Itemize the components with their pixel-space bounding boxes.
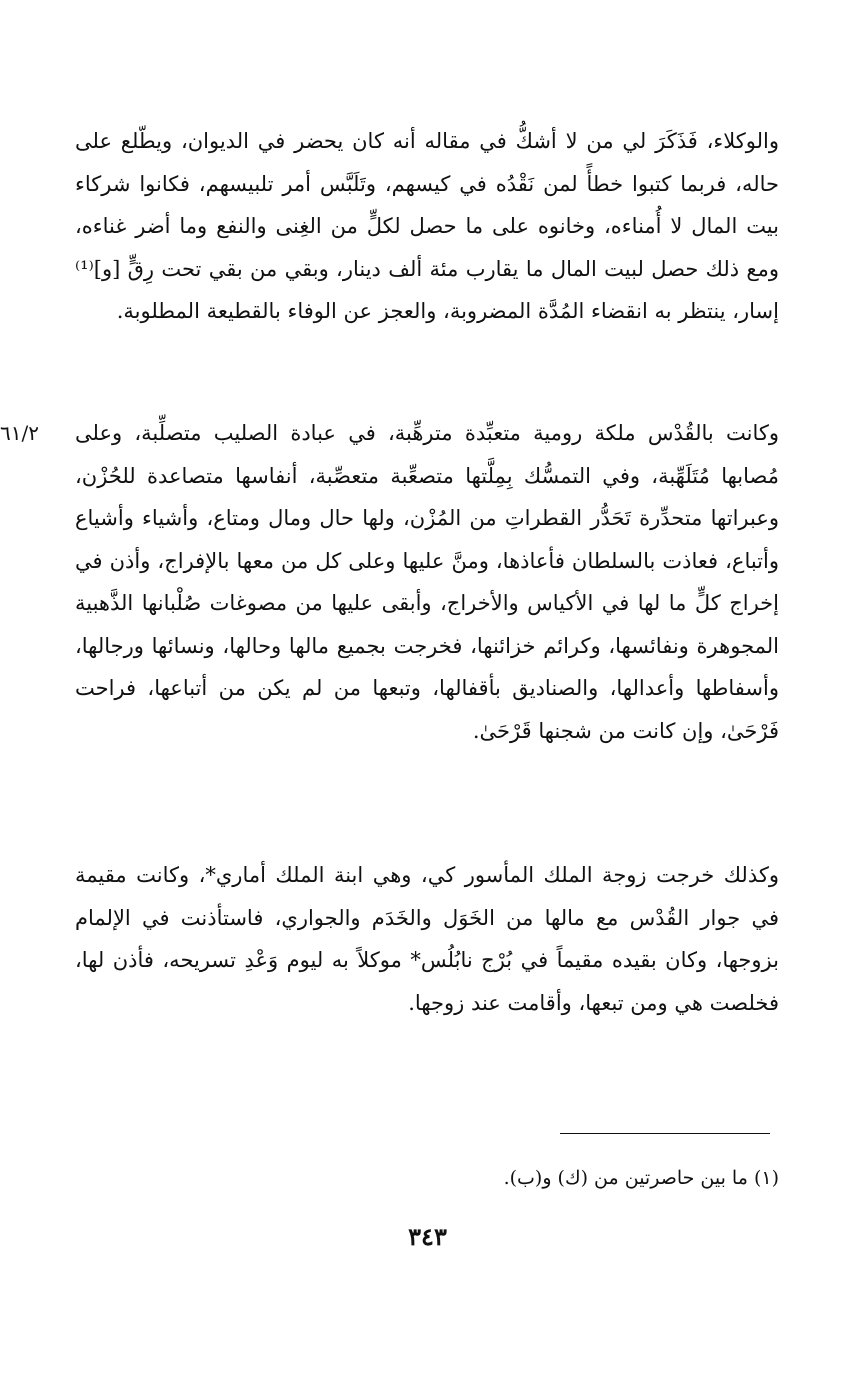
footnote-divider: [560, 1133, 770, 1134]
paragraph-1: والوكلاء، فَذَكَرَ لي من لا أشكُّ في مقاله أنه كان يحضر في الديوان، ويطّلع على حاله، فربما كتبوا خطأً لمن نَقْدُه في كيسهم، وتَلَبَّس أمر تلبيسهم، فكانوا شركاء بيت المال لا أُمناءه، وخانوه على ما حصل لكلٍّ من الغِنى والنفع وما أضر غناءه، ومع ذلك حصل لبيت المال ما يقارب مئة ألف دينار، وبقي من بقي تحت رِقٍّ [و]⁽¹⁾ إسار، ينتظر به انقضاء المُدَّة المضروبة، والعجز عن الوفاء بالقطيعة المطلوبة.: [75, 129, 779, 323]
footnote: (١) ما بين حاصرتين من (ك) و(ب).: [503, 1167, 779, 1189]
paragraph-3: وكذلك خرجت زوجة الملك المأسور كي، وهي ابنة الملك أماري*، وكانت مقيمة في جوار القُدْس مع مالها من الخَوَل والخَدَم والجواري، فاستأذنت في الإلمام بزوجها، وكان بقيده مقيماً في بُرْج نابُلُس* موكلاً به ليوم وَعْدِ تسريحه، فأذن لها، فخلصت هي ومن تبعها، وأقامت عند زوجها.: [75, 863, 779, 1015]
paragraph-2: وكانت بالقُدْس ملكة رومية متعبِّدة مترهِّبة، في عبادة الصليب متصلِّبة، وعلى مُصابها مُتَلَهِّبة، وفي التمسُّك بِمِلَّتها متصعِّبة متعصِّبة، أنفاسها متصاعدة للحُزْن، وعبراتها متحدِّرة تَحَدُّر القطراتِ من المُزْن، ولها حال ومال ومتاع، وأشياء وأشياع وأتباع، فعاذت بالسلطان فأعاذها، ومنَّ عليها وعلى كل من معها بالإفراج، وأذن في إخراج كلٍّ ما لها في الأكياس والأخراج، وأبقى عليها من مصوغات صُلْبانها الذَّهبية المجوهرة ونفائسها، وكرائم خزائنها، فخرجت بجميع مالها وحالها، ونسائها ورجالها، وأسفاطها وأعدالها، والصناديق بأقفالها، وتبعها من لم يكن من أتباعها، فراحت فَرْحَىٰ، وإن كانت من شجنها قَرْحَىٰ.: [75, 421, 779, 743]
margin-reference: ٦١/٢: [0, 421, 39, 445]
page-number: ٣٤٣: [408, 1222, 447, 1251]
